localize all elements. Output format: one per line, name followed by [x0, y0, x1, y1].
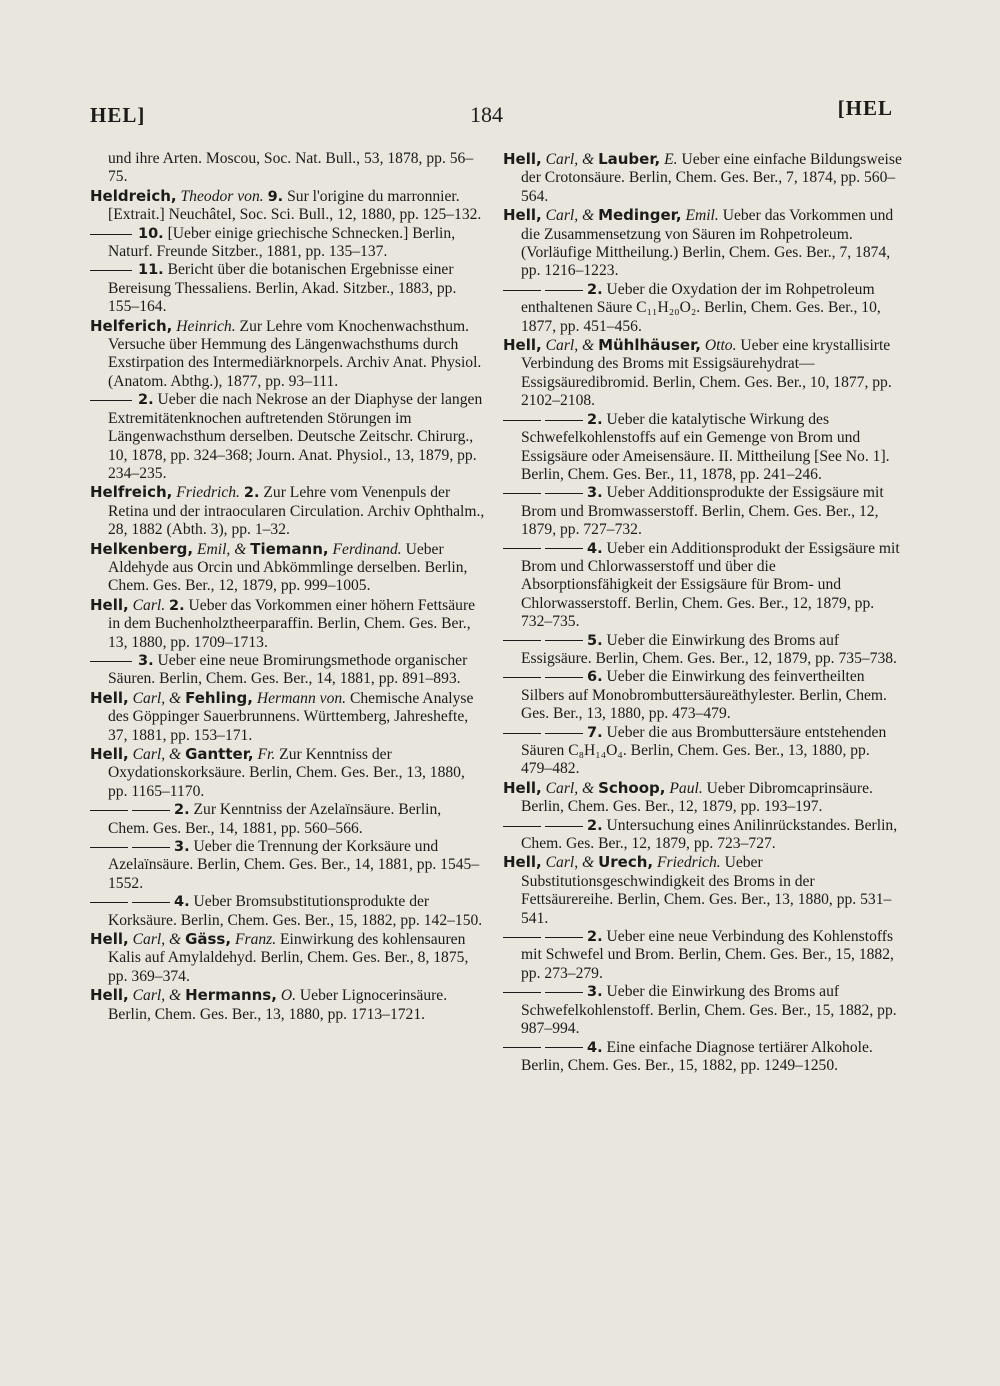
entry-text: Ueber die Oxydation der im Rohpetroleum enthaltenen Säure C₁₁H₂₀O₂. Berlin, Chem. Ges. Ber., 10, 1877, pp. 451–456. [521, 280, 881, 335]
repeat-author-dash [545, 420, 583, 421]
repeat-author-dash [503, 1047, 541, 1048]
repeat-author-dash [545, 677, 583, 678]
repeat-author-dash [545, 826, 583, 827]
repeat-authors-dash [90, 893, 174, 910]
repeat-authors-dash [503, 724, 587, 741]
author-surname: Heldreich, [90, 186, 177, 205]
bibliography-entry [90, 261, 485, 316]
repeat-author-dash [90, 847, 128, 848]
bibliography-entry [90, 150, 485, 187]
author-given-name: Emil, & [196, 540, 247, 558]
entry-text: Ueber Dibromcaprinsäure. Berlin, Chem. Ges. Ber., 12, 1879, pp. 193–197. [521, 779, 873, 816]
entry-text: Ueber die Einwirkung des feinvertheilten Silbers auf Monobrombuttersäureäthylester. Berlin, Chem. Ges. Ber., 13, 1880, pp. 473–479. [521, 668, 887, 723]
bibliography-entry [503, 817, 903, 854]
repeat-authors-dash [503, 632, 587, 649]
entry-text: [Ueber einige griechische Schnecken.] Berlin, Naturf. Freunde Sitzber., 1881, pp. 135–137. [108, 224, 456, 261]
entry-number: 6. [587, 669, 603, 686]
repeat-author-dash [90, 661, 132, 662]
entry-text: Ueber die aus Brombuttersäure entstehenden Säuren C₈H₁₄O₄. Berlin, Chem. Ges. Ber., 13, 1880, pp. 479–482. [521, 723, 887, 778]
entry-number: 7. [587, 724, 603, 741]
author-given-name: Carl, & [545, 207, 595, 225]
repeat-author-dash [545, 937, 583, 938]
entry-number: 3. [587, 485, 603, 502]
author-surname: Hell, [90, 745, 129, 763]
author-given-name: Carl, & [132, 689, 182, 707]
bibliography-entry [90, 893, 485, 930]
coauthor-given-name: E. [664, 151, 678, 168]
repeat-author-dash [545, 548, 583, 549]
author-given-name: Friedrich. [176, 484, 240, 502]
entry-text: Ueber das Vorkommen einer höhern Fettsäure in dem Buchenholztheerparaffin. Berlin, Chem. Ges. Ber., 13, 1880, pp. 1709–1713. [108, 596, 476, 651]
repeat-author-dash [503, 677, 541, 678]
coauthor-surname: Schoop, [598, 778, 666, 797]
bibliography-entry [503, 853, 903, 928]
entry-number: 9. [267, 188, 284, 205]
author-given-name: Carl, & [545, 854, 595, 872]
coauthor-surname: Hermanns, [185, 986, 277, 1005]
entry-text: Ueber eine neue Verbindung des Kohlenstoffs mit Schwefel und Brom. Berlin, Chem. Ges. Ber., 15, 1882, pp. 273–279. [521, 928, 894, 982]
bibliography-entry [90, 187, 485, 225]
repeat-author-dash [545, 1047, 583, 1048]
coauthor-surname: Urech, [598, 853, 654, 872]
entry-text: Zur Kenntniss der Oxydationskorksäure. Berlin, Chem. Ges. Ber., 13, 1880, pp. 1165–1170. [108, 746, 465, 800]
coauthor-given-name: O. [280, 987, 297, 1005]
entry-text: Ueber eine einfache Bildungsweise der Crotonsäure. Berlin, Chem. Ges. Ber., 7, 1874, pp. 560–564. [521, 151, 902, 205]
entry-text: Einwirkung des kohlensauren Kalis auf Amylaldehyd. Berlin, Chem. Ges. Ber., 8, 1875, pp. 369–374. [108, 931, 469, 985]
entry-text: Ueber die nach Nekrose an der Diaphyse der langen Extremitätenknochen auftretenden Störungen im Längenwachsthum derselben. Deutsche Zeitschr. Chirurg., 10, 1878, pp. 324–368; Journ. Anat. Physiol., 13, 1879, pp. 234–235. [108, 391, 483, 482]
repeat-authors-dash [503, 281, 587, 298]
entry-number: 5. [587, 632, 603, 649]
repeat-author-dash [503, 826, 541, 827]
entry-number: 3. [587, 984, 603, 1001]
bibliography-entry [90, 930, 485, 986]
entry-number: 2. [587, 817, 603, 834]
bibliography-entry [503, 206, 903, 281]
bibliography-entry [503, 281, 903, 336]
repeat-author-dash [503, 992, 541, 993]
entry-text: Ueber Substitutionsgeschwindigkeit des Broms in der Fettsäurereihe. Berlin, Chem. Ges. Ber., 13, 1880, pp. 531–541. [521, 854, 892, 927]
entry-text: Chemische Analyse des Göppinger Sauerbrunnens. Württemberg, Jahreshefte, 37, 1881, pp. 153–171. [108, 689, 474, 744]
coauthor-surname: Tiemann, [250, 539, 329, 558]
entry-text: und ihre Arten. Moscou, Soc. Nat. Bull., 53, 1878, pp. 56–75. [108, 150, 474, 186]
entry-text: Untersuchung eines Anilinrückstandes. Berlin, Chem. Ges. Ber., 12, 1879, pp. 723–727. [521, 816, 898, 853]
repeat-author-dash [503, 420, 541, 421]
entry-number: 4. [587, 540, 603, 557]
author-given-name: Heinrich. [176, 317, 236, 335]
author-given-name: Carl, & [132, 987, 182, 1005]
entry-number: 2. [587, 281, 603, 298]
repeat-author-dash [545, 733, 583, 734]
entry-number: 10. [138, 225, 164, 242]
right-column [503, 150, 903, 1075]
entry-text: Zur Kenntniss der Azelaïnsäure. Berlin, Chem. Ges. Ber., 14, 1881, pp. 560–566. [108, 801, 442, 837]
author-surname: Helferich, [90, 316, 173, 335]
entry-text: Ueber das Vorkommen und die Zusammensetzung von Säuren im Rohpetroleum. (Vorläufige Mittheilung.) Berlin, Chem. Ges. Ber., 7, 1874, pp. 1216–1223. [521, 207, 894, 280]
entry-text: Ueber Aldehyde aus Orcin und Abkömmlinge derselben. Berlin, Chem. Ges. Ber., 12, 1879, pp. 999–1005. [108, 540, 468, 595]
entry-text: Ueber Lignocerinsäure. Berlin, Chem. Ges. Ber., 13, 1880, pp. 1713–1721. [108, 987, 448, 1023]
bibliography-entry [503, 540, 903, 632]
bibliography-entry [90, 986, 485, 1024]
coauthor-surname: Medinger, [598, 206, 682, 225]
repeat-author-dash [503, 733, 541, 734]
repeat-author-dash [503, 640, 541, 641]
entry-number: 4. [174, 894, 190, 911]
running-head-left: HEL] [90, 103, 146, 127]
entry-number: 2. [243, 485, 260, 502]
coauthor-surname: Fehling, [185, 688, 253, 707]
repeat-author-dash [503, 937, 541, 938]
repeat-author-dash [503, 548, 541, 549]
bibliography-entry [503, 150, 903, 206]
entry-number: 3. [138, 652, 154, 669]
entry-text: Ueber ein Additionsprodukt der Essigsäure mit Brom und Chlorwasserstoff und über die Absorptionsfähigkeit der Essigsäure für Brom- und Chlorwasserstoff. Berlin, Chem. Ges. Ber., 12, 1879, pp. 732–735. [521, 539, 900, 631]
bibliography-entry [503, 983, 903, 1038]
bibliography-entry [503, 928, 903, 983]
repeat-authors-dash [90, 838, 174, 855]
entry-number: 4. [587, 1039, 603, 1056]
bibliography-entry [90, 838, 485, 893]
author-given-name: Carl, & [545, 151, 595, 168]
repeat-author-dash [545, 493, 583, 494]
bibliography-entry [90, 801, 485, 838]
entry-text: Ueber Bromsubstitutionsprodukte der Korksäure. Berlin, Chem. Ges. Ber., 15, 1882, pp. 142–150. [108, 893, 483, 929]
repeat-author-dash [132, 810, 170, 811]
entry-text: Sur l'origine du marronnier. [Extrait.] Neuchâtel, Soc. Sci. Bull., 12, 1880, pp. 125–132. [108, 187, 482, 224]
repeat-author-dash [503, 493, 541, 494]
author-given-name: Carl. [132, 596, 166, 614]
coauthor-given-name: Fr. [257, 746, 276, 763]
author-surname: Helfreich, [90, 483, 173, 502]
entry-text: Ueber Additionsprodukte der Essigsäure mit Brom und Bromwasserstoff. Berlin, Chem. Ges. Ber., 12, 1879, pp. 727–732. [521, 484, 884, 539]
bibliography-entry [503, 668, 903, 723]
page-number: 184 [470, 102, 503, 127]
bibliography-entry [503, 724, 903, 779]
coauthor-surname: Lauber, [598, 150, 661, 168]
author-surname: Hell, [503, 206, 542, 225]
entry-text: Ueber die Einwirkung des Broms auf Schwefelkohlenstoff. Berlin, Chem. Ges. Ber., 15, 1882, pp. 987–994. [521, 983, 897, 1038]
entry-text: Zur Lehre vom Venenpuls der Retina und der intraocularen Circulation. Archiv Ophthalm., 28, 1882 (Abth. 3), pp. 1–32. [108, 484, 485, 539]
left-column [90, 150, 485, 1024]
author-given-name: Carl, & [132, 931, 182, 949]
entry-text: Ueber die Trennung der Korksäure und Azelaïnsäure. Berlin, Chem. Ges. Ber., 14, 1881, pp. 1545–1552. [108, 838, 480, 892]
bibliography-entry [503, 484, 903, 539]
repeat-authors-dash [503, 411, 587, 428]
coauthor-given-name: Ferdinand. [332, 540, 402, 558]
repeat-author-dash [545, 640, 583, 641]
coauthor-surname: Gantter, [185, 745, 254, 763]
coauthor-given-name: Franz. [234, 931, 277, 949]
repeat-author-dash [503, 290, 541, 291]
author-given-name: Carl, & [545, 779, 595, 797]
bibliography-entry [90, 596, 485, 652]
repeat-authors-dash [503, 1039, 587, 1056]
author-surname: Hell, [90, 595, 129, 614]
author-surname: Hell, [503, 853, 542, 872]
entry-text: Ueber die katalytische Wirkung des Schwefelkohlenstoffs auf ein Gemenge von Brom und Essigsäure oder Ameisensäure. II. Mittheilung [See No. 1]. Berlin, Chem. Ges. Ber., 11, 1878, pp. 241–246. [521, 410, 890, 483]
coauthor-given-name: Paul. [669, 779, 703, 797]
bibliography-entry [503, 336, 903, 411]
entry-number: 11. [138, 262, 164, 279]
bibliography-entry [503, 1039, 903, 1076]
bibliography-entry [90, 225, 485, 262]
repeat-authors-dash [503, 484, 587, 501]
entry-number: 3. [174, 839, 190, 856]
entry-number: 2. [587, 929, 603, 946]
bibliography-entry [90, 483, 485, 539]
bibliography-entry [90, 540, 485, 596]
entry-number: 2. [174, 802, 190, 819]
author-given-name: Carl, & [545, 337, 595, 355]
repeat-author-dash [132, 902, 170, 903]
entry-text: Eine einfache Diagnose tertiärer Alkohole. Berlin, Chem. Ges. Ber., 15, 1882, pp. 1249–1250. [521, 1038, 873, 1074]
entry-text: Bericht über die botanischen Ergebnisse einer Bereisung Thessaliens. Berlin, Akad. Sitzber., 1883, pp. 155–164. [108, 261, 457, 316]
bibliography-entry [90, 317, 485, 392]
author-surname: Hell, [90, 986, 129, 1005]
running-head-right: [HEL [837, 96, 893, 120]
author-surname: Hell, [90, 688, 129, 707]
author-given-name: Theodor von. [180, 187, 264, 205]
repeat-author-dash [90, 810, 128, 811]
bibliography-entry [90, 745, 485, 801]
coauthor-given-name: Emil. [685, 207, 719, 225]
author-surname: Helkenberg, [90, 539, 194, 558]
bibliography-entry [503, 632, 903, 669]
repeat-author-dash [90, 400, 132, 401]
author-surname: Hell, [503, 778, 542, 797]
coauthor-surname: Gäss, [185, 930, 232, 949]
entry-text: Zur Lehre vom Knochenwachsthum. Versuche über Hemmung des Längenwachsthums durch Exstirpation des Intermediärknorpels. Archiv Anat. Physiol. (Anatom. Abthg.), 1877, pp. 93–111. [108, 317, 482, 390]
repeat-author-dash [90, 902, 128, 903]
author-surname: Hell, [90, 930, 129, 949]
repeat-author-dash [90, 234, 132, 235]
entry-number: 2. [587, 411, 603, 428]
bibliography-entry [90, 391, 485, 483]
repeat-authors-dash [90, 801, 174, 818]
repeat-authors-dash [503, 668, 587, 685]
entry-text: Ueber die Einwirkung des Broms auf Essigsäure. Berlin, Chem. Ges. Ber., 12, 1879, pp. 735–738. [521, 631, 897, 667]
repeat-authors-dash [503, 928, 587, 945]
coauthor-given-name: Otto. [704, 337, 737, 355]
entry-text: Ueber eine neue Bromirungsmethode organischer Säuren. Berlin, Chem. Ges. Ber., 14, 1881, pp. 891–893. [108, 651, 468, 688]
repeat-author-dash [132, 847, 170, 848]
bibliography-entry [503, 411, 903, 485]
coauthor-surname: Mühlhäuser, [598, 336, 701, 355]
entry-number: 2. [138, 392, 154, 409]
repeat-authors-dash [503, 540, 587, 557]
bibliography-entry [90, 652, 485, 689]
repeat-author-dash [545, 992, 583, 993]
author-surname: Hell, [503, 150, 542, 168]
repeat-authors-dash [503, 983, 587, 1000]
author-surname: Hell, [503, 336, 542, 355]
entry-text: Ueber eine krystallisirte Verbindung des Broms mit Essigsäurehydrat—Essigsäuredibromid. Berlin, Chem. Ges. Ber., 10, 1877, pp. 2102–2108. [521, 337, 892, 410]
bibliography-entry [503, 779, 903, 817]
author-given-name: Carl, & [132, 746, 182, 763]
coauthor-given-name: Hermann von. [256, 689, 347, 707]
repeat-author-dash [545, 290, 583, 291]
repeat-author-dash [90, 270, 132, 271]
entry-number: 2. [169, 597, 185, 614]
bibliography-entry [90, 689, 485, 745]
repeat-authors-dash [503, 817, 587, 834]
coauthor-given-name: Friedrich. [657, 854, 721, 872]
